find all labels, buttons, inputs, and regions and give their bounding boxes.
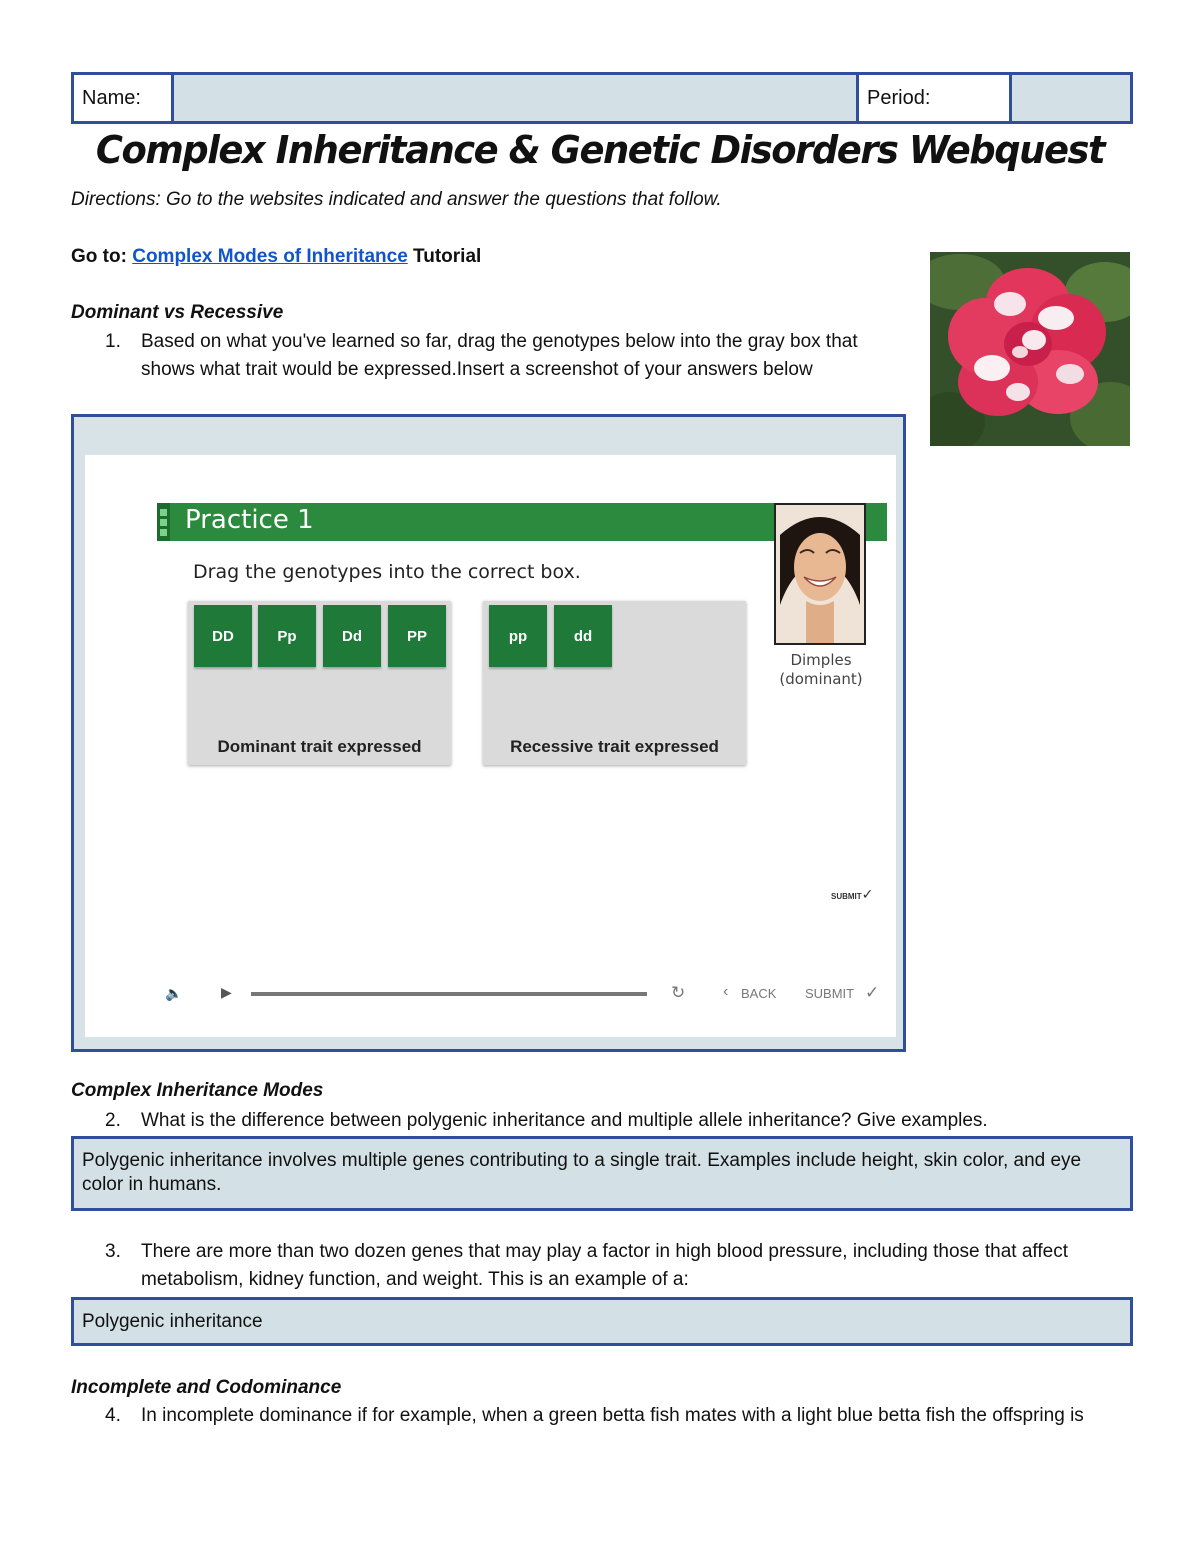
dominant-drop-box[interactable]: [188, 601, 451, 765]
banner-marker: [157, 503, 170, 541]
chevron-left-icon: ‹: [723, 983, 729, 1000]
question-2-text: What is the difference between polygenic inheritance and multiple allele inheritance? Give examples.: [141, 1110, 988, 1131]
back-button[interactable]: BACK: [741, 986, 777, 1001]
question-2: [105, 1107, 1145, 1135]
recessive-box-label: Recessive trait expressed: [510, 737, 719, 756]
submit-button[interactable]: SUBMIT: [805, 986, 855, 1001]
period-field[interactable]: [1012, 75, 1130, 121]
player-controls: [165, 983, 885, 1007]
check-icon: ✓: [865, 983, 880, 1002]
genotype-chip-pp[interactable]: pp: [489, 605, 547, 667]
genotype-chip-DD[interactable]: DD: [194, 605, 252, 667]
section-heading-incomplete-codominance: Incomplete and Codominance: [71, 1377, 342, 1398]
question-1: [105, 328, 895, 384]
camellia-flower-image: [930, 252, 1130, 446]
genotype-chip-PP[interactable]: PP: [388, 605, 446, 667]
question-3-text: There are more than two dozen genes that may play a factor in high blood pressure, including those that affect metabolism, kidney function, and weight. This is an example of a:: [141, 1241, 1068, 1290]
small-check-icon: ✓: [861, 886, 874, 902]
practice-slide: [85, 455, 896, 1037]
practice-instruction: Drag the genotypes into the correct box.: [193, 561, 581, 583]
progress-bar[interactable]: [251, 992, 647, 996]
question-2-number: 2.: [105, 1110, 121, 1131]
caption-line-2: (dominant): [779, 670, 863, 688]
name-field[interactable]: [174, 75, 859, 121]
directions-text: Directions: Go to the websites indicated and answer the questions that follow.: [71, 189, 722, 210]
replay-icon[interactable]: ↻: [671, 983, 686, 1002]
genotype-chip-Pp[interactable]: Pp: [258, 605, 316, 667]
play-icon[interactable]: ▶: [221, 984, 232, 1000]
genotype-chip-Dd[interactable]: Dd: [323, 605, 381, 667]
caption-line-1: Dimples: [790, 651, 852, 669]
dimples-portrait: [774, 503, 866, 645]
header-table: [71, 72, 1133, 124]
question-1-number: 1.: [105, 331, 121, 352]
question-1-text: Based on what you've learned so far, drag the genotypes below into the gray box that shows what trait would be expressed.Insert a screenshot of your answers below: [141, 331, 858, 380]
section-heading-dominant-recessive: Dominant vs Recessive: [71, 302, 284, 323]
tutorial-link[interactable]: Complex Modes of Inheritance: [132, 246, 408, 267]
portrait-caption: [771, 651, 871, 689]
small-submit-button[interactable]: [831, 886, 873, 903]
question-3-number: 3.: [105, 1241, 121, 1262]
tutorial-screenshot: [71, 414, 906, 1052]
question-4: [105, 1402, 1125, 1430]
small-submit-label: SUBMIT: [831, 892, 862, 901]
goto-prefix: Go to:: [71, 246, 127, 267]
practice-title: Practice 1: [185, 505, 314, 535]
volume-icon[interactable]: 🔈: [165, 985, 183, 1001]
dominant-box-label: Dominant trait expressed: [217, 737, 422, 756]
genotype-chip-dd[interactable]: dd: [554, 605, 612, 667]
goto-suffix: Tutorial: [413, 246, 482, 267]
section-heading-complex-inheritance: Complex Inheritance Modes: [71, 1080, 324, 1101]
recessive-drop-box[interactable]: [483, 601, 746, 765]
name-label: Name:: [74, 75, 174, 121]
answer-3-box[interactable]: Polygenic inheritance: [71, 1297, 1133, 1346]
goto-line: [71, 246, 481, 268]
question-4-text: In incomplete dominance if for example, when a green betta fish mates with a light blue betta fish the offspring is: [141, 1405, 1084, 1426]
question-3: [105, 1238, 1125, 1294]
period-label: Period:: [859, 75, 1012, 121]
page-title: Complex Inheritance & Genetic Disorders Webquest: [95, 128, 1105, 172]
answer-2-box[interactable]: Polygenic inheritance involves multiple genes contributing to a single trait. Examples include height, skin color, and eye color in humans.: [71, 1136, 1133, 1211]
question-4-number: 4.: [105, 1405, 121, 1426]
